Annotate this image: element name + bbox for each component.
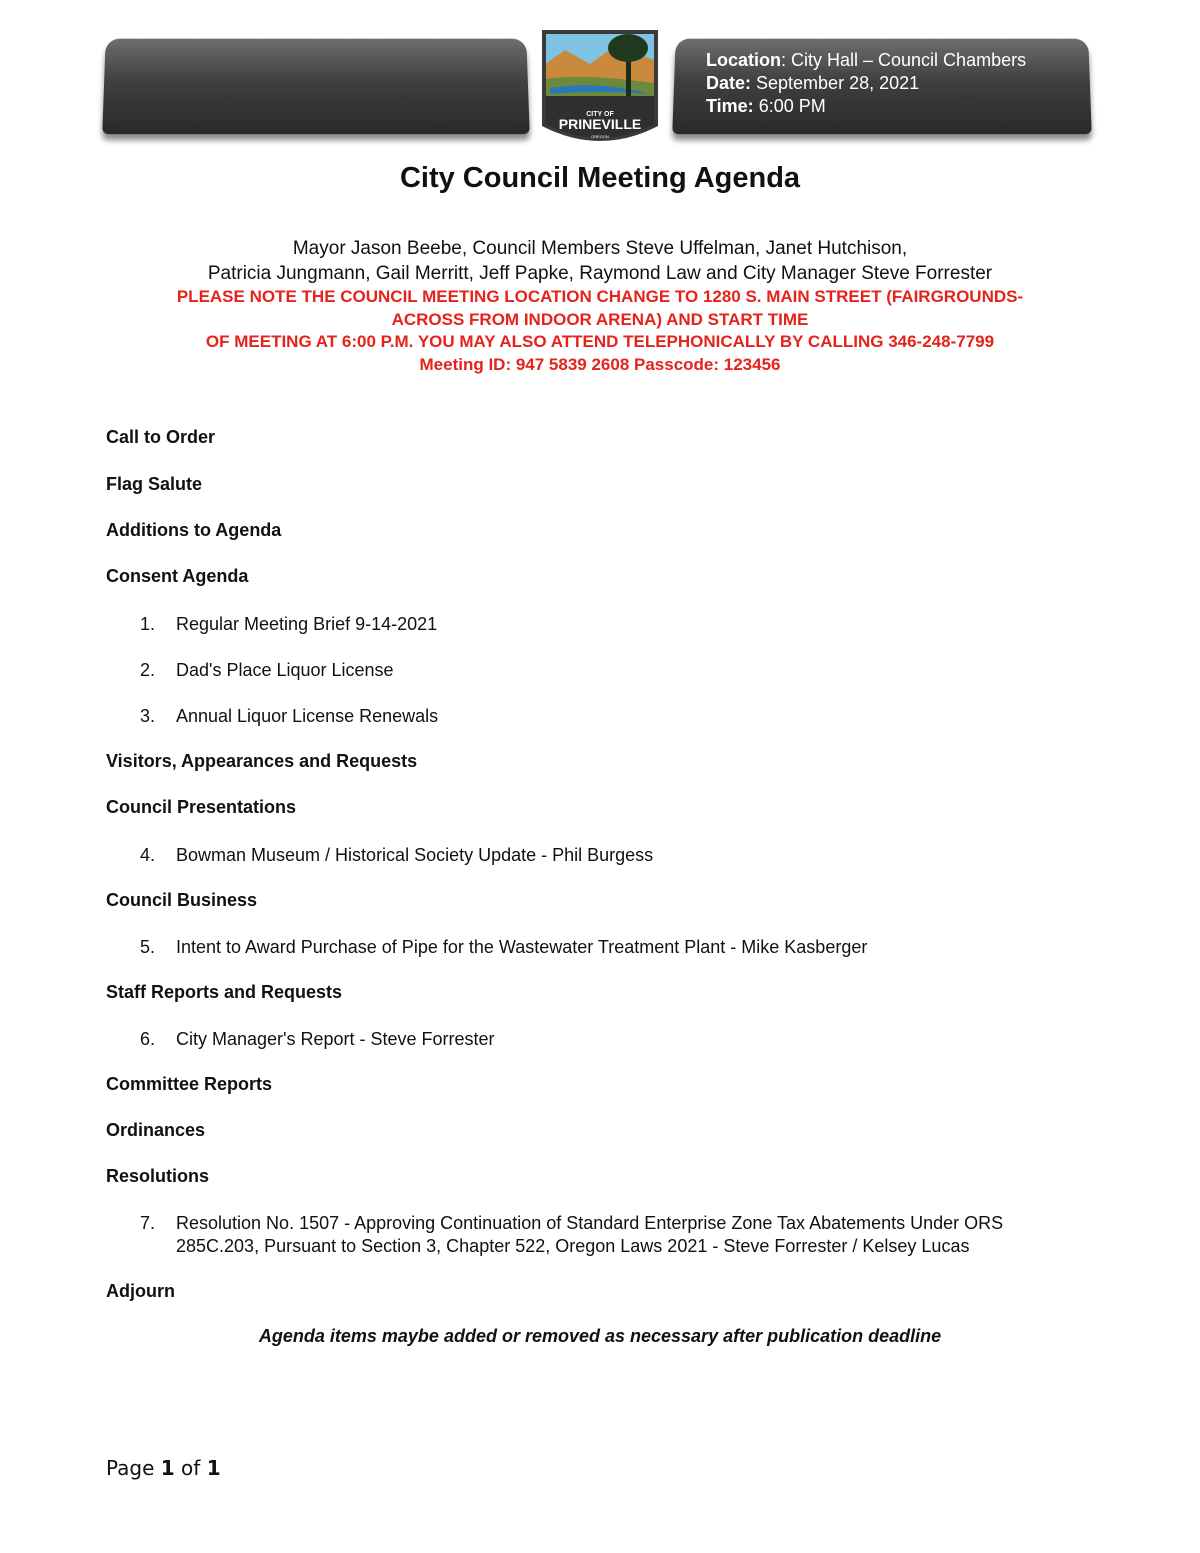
item-text: Annual Liquor License Renewals — [176, 706, 439, 726]
section-consent: Consent Agenda — [106, 566, 249, 586]
item-text: City Manager's Report - Steve Forrester — [176, 1029, 495, 1049]
section-staff: Staff Reports and Requests — [106, 982, 343, 1002]
logo-state: OREGON — [591, 134, 609, 139]
section-resolutions: Resolutions — [106, 1166, 210, 1186]
agenda-item — [106, 659, 1106, 682]
agenda-item — [106, 1028, 1106, 1051]
notice-line-4: Meeting ID: 947 5839 2608 Passcode: 123456 — [419, 354, 781, 374]
meeting-date — [706, 72, 1026, 95]
section-additions: Additions to Agenda — [106, 520, 282, 540]
footer-note: Agenda items maybe added or removed as necessary after publication deadline — [258, 1326, 942, 1346]
location-change-notice — [100, 286, 1100, 376]
item-text: Regular Meeting Brief 9-14-2021 — [176, 614, 438, 634]
section-ordinances: Ordinances — [106, 1120, 206, 1140]
item-text-line-1: Resolution No. 1507 - Approving Continuation of Standard Enterprise Zone Tax Abatements Under ORS — [176, 1213, 1004, 1233]
time-value: 6:00 PM — [753, 96, 826, 116]
agenda-item — [106, 844, 1106, 867]
council-members — [0, 236, 1200, 286]
location-label: Location — [706, 50, 781, 70]
meeting-location — [706, 49, 1026, 72]
date-label: Date: — [706, 73, 752, 93]
page-title: City Council Meeting Agenda — [399, 162, 801, 194]
members-line-1: Mayor Jason Beebe, Council Members Steve Uffelman, Janet Hutchison, — [292, 238, 908, 259]
page-prefix: Page — [106, 1456, 161, 1480]
logo-city-of: CITY OF — [586, 111, 614, 118]
item-text-line-2: 285C.203, Pursuant to Section 3, Chapter 522, Oregon Laws 2021 - Steve Forrester / Kelsey Lucas — [176, 1236, 970, 1256]
item-number: 2. — [140, 660, 156, 680]
section-flag-salute: Flag Salute — [106, 474, 203, 494]
logo-city-name: PRINEVILLE — [558, 116, 642, 132]
date-value: September 28, 2021 — [751, 73, 920, 93]
agenda-item — [106, 613, 1106, 636]
page-current: 1 — [160, 1456, 175, 1480]
section-visitors: Visitors, Appearances and Requests — [106, 751, 418, 771]
section-adjourn: Adjourn — [106, 1281, 175, 1301]
agenda-item — [106, 705, 1106, 728]
header-banner-left — [102, 39, 530, 134]
members-line-2: Patricia Jungmann, Gail Merritt, Jeff Papke, Raymond Law and City Manager Steve Forrester — [207, 263, 993, 284]
section-business: Council Business — [106, 890, 258, 910]
agenda-item — [106, 936, 1106, 959]
meeting-time — [706, 95, 1026, 118]
agenda-item — [106, 1212, 1166, 1258]
item-number: 1. — [140, 614, 156, 634]
section-call-to-order: Call to Order — [106, 427, 216, 447]
notice-line-1: PLEASE NOTE THE COUNCIL MEETING LOCATION CHANGE TO 1280 S. MAIN STREET (FAIRGROUNDS- — [176, 287, 1024, 306]
page-number — [106, 1456, 221, 1480]
notice-line-2: ACROSS FROM INDOOR ARENA) AND START TIME — [391, 309, 809, 329]
notice-line-3: OF MEETING AT 6:00 P.M. YOU MAY ALSO ATTEND TELEPHONICALLY BY CALLING 346-248-7799 — [205, 332, 995, 351]
location-value: : City Hall – Council Chambers — [781, 50, 1027, 70]
page-of: of — [174, 1456, 207, 1480]
item-number: 7. — [140, 1213, 156, 1233]
item-text: Intent to Award Purchase of Pipe for the Wastewater Treatment Plant - Mike Kasberger — [176, 937, 868, 957]
item-text: Bowman Museum / Historical Society Update - Phil Burgess — [176, 845, 654, 865]
section-presentations: Council Presentations — [106, 797, 297, 817]
item-number: 4. — [140, 845, 156, 865]
time-label: Time: — [706, 96, 754, 116]
meeting-info — [706, 49, 1026, 118]
city-logo — [540, 28, 660, 150]
item-text: Dad's Place Liquor License — [176, 660, 394, 680]
page-total: 1 — [206, 1456, 221, 1480]
item-number: 6. — [140, 1029, 156, 1049]
item-number: 3. — [140, 706, 156, 726]
item-number: 5. — [140, 937, 156, 957]
section-committee: Committee Reports — [106, 1074, 273, 1094]
